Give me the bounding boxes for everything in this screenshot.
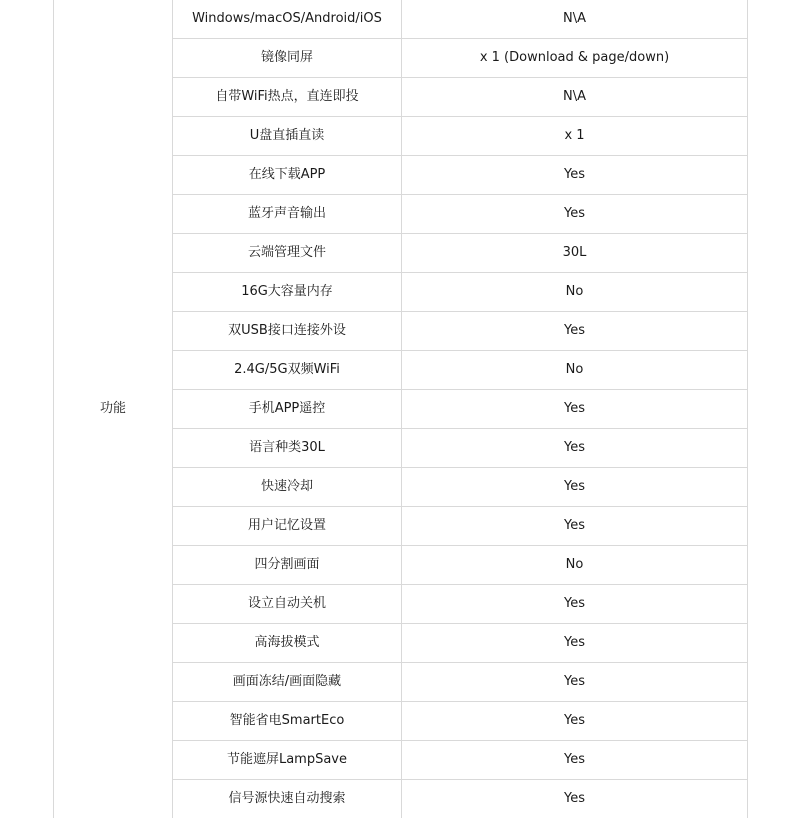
feature-cell: 四分割画面	[173, 546, 402, 585]
spec-table	[53, 0, 748, 818]
feature-cell: 画面冻结/画面隐藏	[173, 663, 402, 702]
feature-cell: 16G大容量内存	[173, 273, 402, 312]
feature-cell: 信号源快速自动搜索	[173, 780, 402, 818]
value-cell: No	[402, 546, 748, 585]
feature-cell: 2.4G/5G双频WiFi	[173, 351, 402, 390]
feature-cell: Windows/macOS/Android/iOS	[173, 0, 402, 39]
value-cell: N\A	[402, 0, 748, 39]
value-cell: x 1 (Download & page/down)	[402, 39, 748, 78]
feature-cell: 节能遮屏LampSave	[173, 741, 402, 780]
value-cell: Yes	[402, 624, 748, 663]
value-cell: Yes	[402, 702, 748, 741]
value-cell: No	[402, 273, 748, 312]
category-cell: 功能	[54, 0, 173, 818]
feature-cell: 双USB接口连接外设	[173, 312, 402, 351]
feature-cell: 自带WiFi热点，直连即投	[173, 78, 402, 117]
feature-cell: 语言种类30L	[173, 429, 402, 468]
feature-cell: 用户记忆设置	[173, 507, 402, 546]
feature-cell: 蓝牙声音输出	[173, 195, 402, 234]
value-cell: Yes	[402, 663, 748, 702]
feature-cell: 智能省电SmartEco	[173, 702, 402, 741]
feature-cell: 设立自动关机	[173, 585, 402, 624]
value-cell: Yes	[402, 156, 748, 195]
feature-cell: 高海拔模式	[173, 624, 402, 663]
spec-table-body	[54, 0, 748, 818]
value-cell: Yes	[402, 312, 748, 351]
value-cell: Yes	[402, 429, 748, 468]
feature-cell: 云端管理文件	[173, 234, 402, 273]
feature-cell: U盘直插直读	[173, 117, 402, 156]
value-cell: Yes	[402, 468, 748, 507]
value-cell: No	[402, 351, 748, 390]
feature-cell: 快速冷却	[173, 468, 402, 507]
feature-cell: 手机APP遥控	[173, 390, 402, 429]
value-cell: x 1	[402, 117, 748, 156]
value-cell: Yes	[402, 507, 748, 546]
value-cell: N\A	[402, 78, 748, 117]
value-cell: Yes	[402, 585, 748, 624]
value-cell: Yes	[402, 195, 748, 234]
feature-cell: 镜像同屏	[173, 39, 402, 78]
value-cell: Yes	[402, 780, 748, 818]
value-cell: Yes	[402, 741, 748, 780]
value-cell: 30L	[402, 234, 748, 273]
table-row	[54, 0, 748, 39]
feature-cell: 在线下载APP	[173, 156, 402, 195]
value-cell: Yes	[402, 390, 748, 429]
